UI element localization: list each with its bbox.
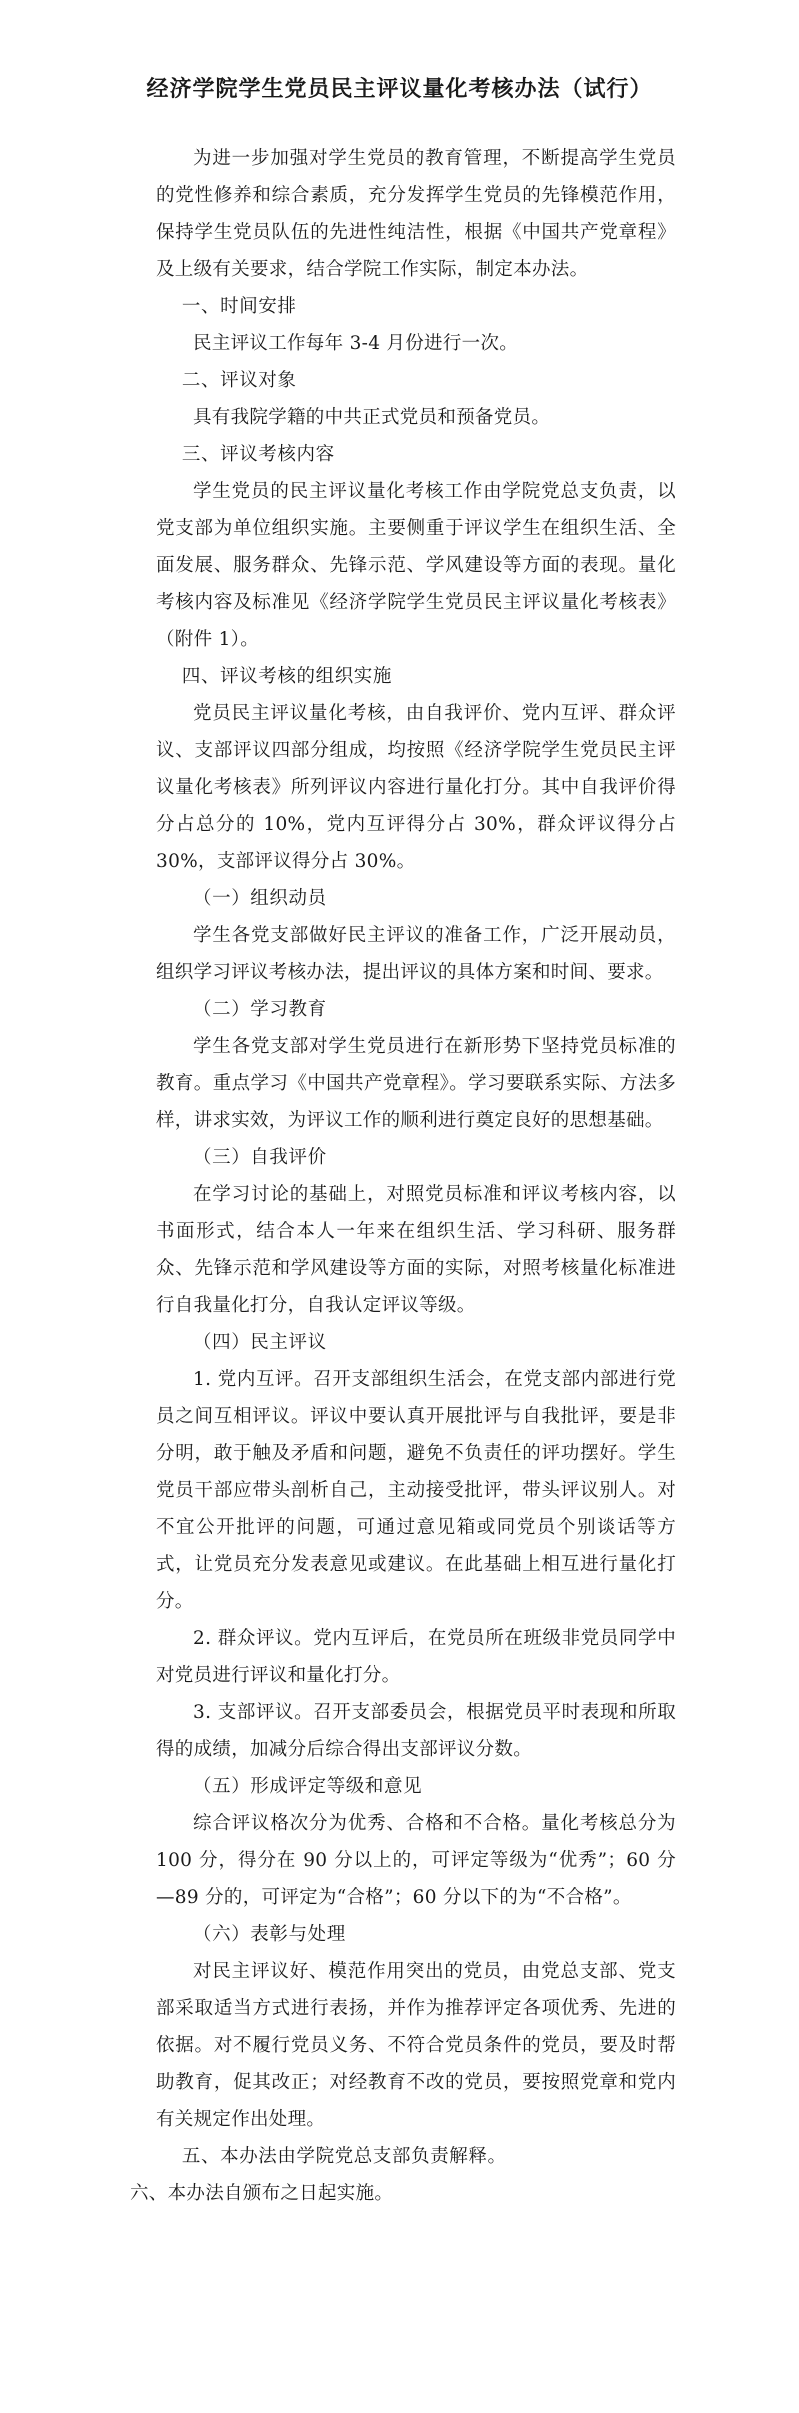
intro-paragraph: 为进一步加强对学生党员的教育管理，不断提高学生党员的党性修养和综合素质，充分发挥学生党员的先锋模范作用，保持学生党员队伍的先进性纯洁性，根据《中国共产党章程》及上级有关要求，结合学院工作实际，制定本办法。 xyxy=(156,148,676,280)
document-body xyxy=(130,140,676,2212)
subsection-text-self-evaluation: 在学习讨论的基础上，对照党员标准和评议考核内容，以书面形式，结合本人一年来在组织生活、学习科研、服务群众、先锋示范和学风建设等方面的实际，对照考核量化标准进行自我量化打分，自我认定评议等级。 xyxy=(156,1184,676,1316)
section-text-schedule: 民主评议工作每年 3-4 月份进行一次。 xyxy=(193,333,519,354)
section-effective-date: 六、本办法自颁布之日起实施。 xyxy=(130,2183,394,2204)
subsection-text-grading: 综合评议格次分为优秀、合格和不合格。量化考核总分为 100 分，得分在 90 分以上的，可评定等级为“优秀”；60 分—89 分的，可评定为“合格”；60 分以下的为“不合格”。 xyxy=(156,1813,676,1908)
review-item-party-mutual: 1. 党内互评。召开支部组织生活会，在党支部内部进行党员之间互相评议。评议中要认真开展批评与自我批评，要是非分明，敢于触及矛盾和问题，避免不负责任的评功摆好。学生党员干部应带头剖析自己，主动接受批评，带头评议别人。对不宜公开批评的问题，可通过意见箱或同党员个别谈话等方式，让党员充分发表意见或建议。在此基础上相互进行量化打分。 xyxy=(156,1369,676,1612)
section-heading-schedule: 一、时间安排 xyxy=(181,296,297,317)
section-heading-content: 三、评议考核内容 xyxy=(181,444,335,465)
subsection-heading-mobilization: （一）组织动员 xyxy=(193,888,327,909)
subsection-heading-self-evaluation: （三）自我评价 xyxy=(193,1147,327,1168)
section-heading-implementation: 四、评议考核的组织实施 xyxy=(181,666,392,687)
subsection-heading-study: （二）学习教育 xyxy=(193,999,327,1020)
section-text-subjects: 具有我院学籍的中共正式党员和预备党员。 xyxy=(193,407,551,428)
section-text-content: 学生党员的民主评议量化考核工作由学院党总支负责，以党支部为单位组织实施。主要侧重于评议学生在组织生活、全面发展、服务群众、先锋示范、学风建设等方面的表现。量化考核内容及标准见《经济学院学生党员民主评议量化考核表》（附件 1）。 xyxy=(156,481,676,650)
subsection-text-study: 学生各党支部对学生党员进行在新形势下坚持党员标准的教育。重点学习《中国共产党章程》。学习要联系实际、方法多样，讲求实效，为评议工作的顺利进行奠定良好的思想基础。 xyxy=(156,1036,676,1131)
subsection-heading-grading: （五）形成评定等级和意见 xyxy=(193,1776,423,1797)
review-item-branch: 3. 支部评议。召开支部委员会，根据党员平时表现和所取得的成绩，加减分后综合得出支部评议分数。 xyxy=(156,1702,676,1760)
section-heading-subjects: 二、评议对象 xyxy=(181,370,297,391)
subsection-text-mobilization: 学生各党支部做好民主评议的准备工作，广泛开展动员，组织学习评议考核办法，提出评议的具体方案和时间、要求。 xyxy=(156,925,676,983)
section-text-implementation: 党员民主评议量化考核，由自我评价、党内互评、群众评议、支部评议四部分组成，均按照《经济学院学生党员民主评议量化考核表》所列评议内容进行量化打分。其中自我评价得分占总分的 10%，党内互评得分占 30%，群众评议得分占 30%，支部评议得分占 30%。 xyxy=(156,703,676,872)
subsection-heading-democratic-review: （四）民主评议 xyxy=(193,1332,327,1353)
document-title: 经济学院学生党员民主评议量化考核办法（试行） xyxy=(146,76,653,102)
review-item-mass: 2. 群众评议。党内互评后，在党员所在班级非党员同学中对党员进行评议和量化打分。 xyxy=(156,1628,676,1686)
subsection-text-commendation: 对民主评议好、模范作用突出的党员，由党总支部、党支部采取适当方式进行表扬，并作为推荐评定各项优秀、先进的依据。对不履行党员义务、不符合党员条件的党员，要及时帮助教育，促其改正；对经教育不改的党员，要按照党章和党内有关规定作出处理。 xyxy=(156,1961,676,2130)
section-interpretation: 五、本办法由学院党总支部负责解释。 xyxy=(181,2146,507,2167)
subsection-heading-commendation: （六）表彰与处理 xyxy=(193,1924,346,1945)
